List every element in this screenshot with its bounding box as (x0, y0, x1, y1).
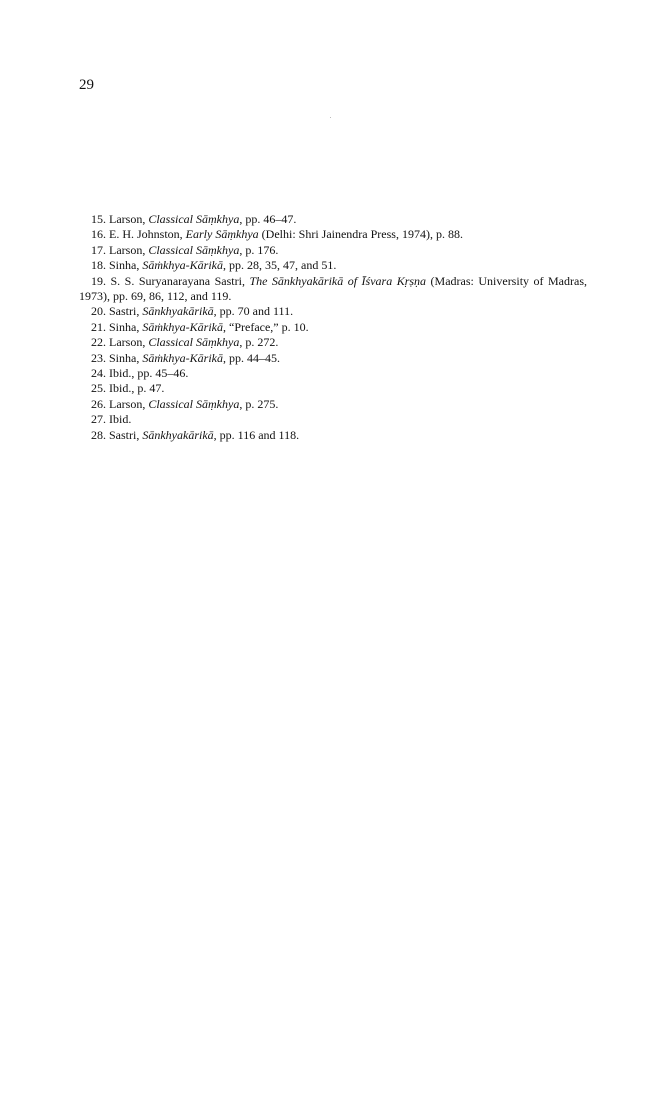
endnotes-list (79, 212, 587, 443)
endnote-number: 17. (91, 242, 106, 257)
endnote-text: (Delhi: Shri Jainendra Press, 1974), p. 88. (258, 227, 463, 242)
endnote-number: 15. (91, 212, 106, 226)
endnote (79, 304, 587, 319)
endnote-text: E. H. Johnston, (106, 227, 186, 242)
endnote-number: 24. (91, 366, 106, 381)
endnote-text: S. S. Suryanarayana Sastri, (106, 273, 250, 288)
endnote-number: 23. (91, 350, 106, 365)
page-number: 29 (79, 77, 94, 93)
endnote-number: 25. (91, 381, 106, 396)
endnote (79, 351, 587, 366)
endnote-text: Ibid., pp. 45–46. (106, 366, 189, 381)
endnote-number: 16. (91, 227, 106, 242)
endnote-text: Sinha, (106, 350, 143, 365)
endnote-title: Sāṁkhya-Kārikā (142, 350, 223, 365)
endnote-number: 27. (91, 412, 106, 427)
endnote-text: , pp. 44–45. (223, 350, 280, 365)
endnote-text: , “Preface,” p. 10. (223, 319, 309, 334)
endnote (79, 274, 587, 305)
endnote-text: , pp. 116 and 118. (213, 427, 300, 442)
endnote-text: Larson, (106, 242, 149, 257)
endnote (79, 381, 587, 396)
endnote-text: , p. 275. (239, 396, 279, 411)
endnote-text: Larson, (106, 212, 149, 226)
endnote-text: Larson, (106, 396, 149, 411)
endnote (79, 428, 587, 443)
endnote-number: 20. (91, 304, 106, 319)
endnote-number: 18. (91, 258, 106, 273)
endnote-title: Sānkhyakārikā (142, 427, 214, 442)
endnote-title: Sānkhyakārikā (142, 304, 214, 319)
endnote-title: Sāṁkhya-Kārikā (142, 258, 223, 273)
scan-speck (330, 117, 331, 118)
endnote-title: Classical Sāṃkhya (148, 396, 240, 411)
endnote-title: Sāṁkhya-Kārikā (142, 319, 223, 334)
endnote (79, 335, 587, 350)
endnote-number: 28. (91, 427, 106, 442)
endnote-text: Larson, (106, 335, 149, 350)
endnote-text: , p. 272. (239, 335, 279, 350)
endnote-text: , pp. 46–47. (239, 212, 297, 226)
endnote-title: Classical Sāṃkhya (148, 335, 240, 350)
endnote-text: , p. 176. (239, 242, 279, 257)
endnote-number: 22. (91, 335, 106, 350)
endnote-title: Classical Sāṃkhya (148, 242, 240, 257)
endnote-title: Classical Sāṃkhya (148, 212, 240, 226)
endnote-text: Sinha, (106, 258, 143, 273)
endnote-number: 21. (91, 319, 106, 334)
endnote (79, 212, 587, 227)
endnote-text: Sinha, (106, 319, 143, 334)
endnote-title: Early Sāṃkhya (185, 227, 259, 242)
endnote (79, 227, 587, 242)
endnote-text: , pp. 28, 35, 47, and 51. (223, 258, 337, 273)
endnote-text: Sastri, (106, 427, 143, 442)
endnote-text: Ibid. (106, 412, 132, 427)
endnote-text: Sastri, (106, 304, 143, 319)
endnote-text: Ibid., p. 47. (106, 381, 165, 396)
endnote-title: The Sānkhyakārikā of Īśvara Kṛṣṇa (249, 273, 427, 288)
endnote-text: , pp. 70 and 111. (213, 304, 294, 319)
endnote (79, 397, 587, 412)
endnote (79, 258, 587, 273)
endnote (79, 320, 587, 335)
endnote-number: 19. (91, 273, 106, 288)
endnote-number: 26. (91, 396, 106, 411)
endnote (79, 366, 587, 381)
endnote-text: (Madras: University of Madras, 1973), pp. 69, 86, 112, and 119. (79, 273, 587, 304)
endnote (79, 243, 587, 258)
endnote (79, 412, 587, 427)
